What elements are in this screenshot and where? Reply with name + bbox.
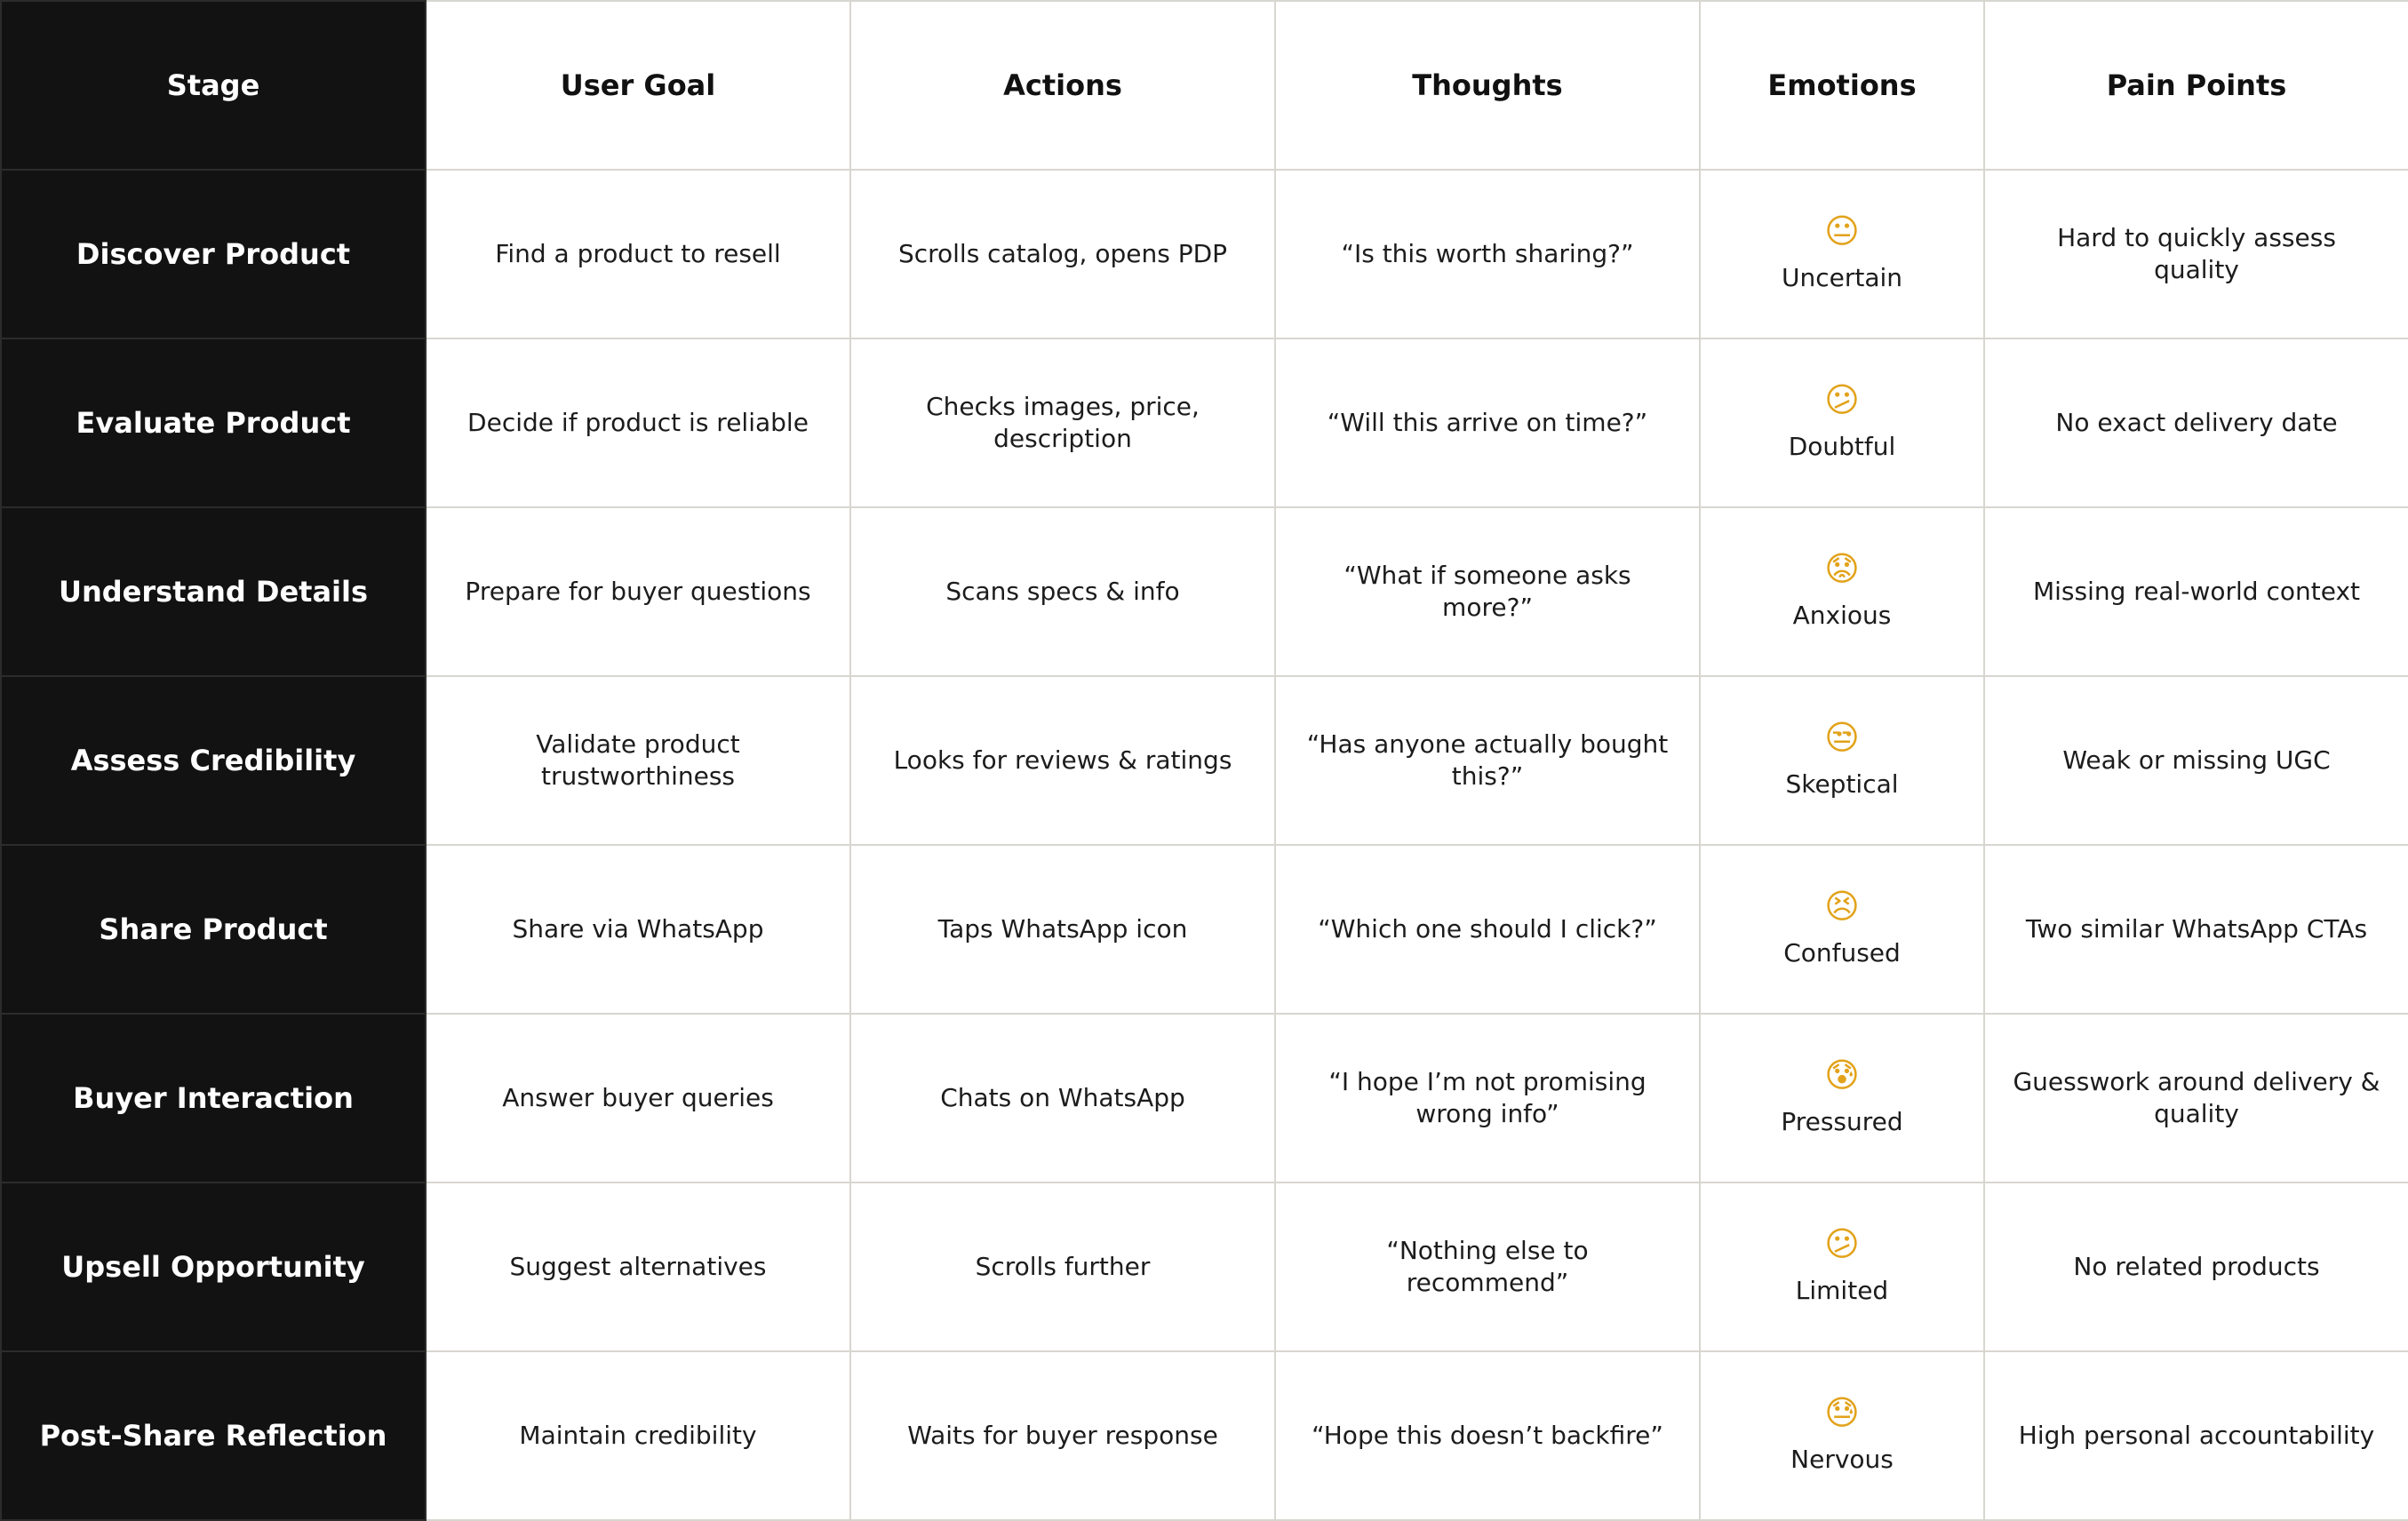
confused-face-icon: 😕	[1824, 379, 1860, 419]
actions-cell: Looks for reviews & ratings	[850, 676, 1275, 845]
stage-cell: Assess Credibility	[1, 676, 426, 845]
emotion-label: Anxious	[1792, 600, 1892, 630]
pain-point-cell: No related products	[1984, 1183, 2408, 1351]
header-actions: Actions	[850, 1, 1275, 170]
emotions-cell	[1700, 338, 1984, 507]
stage-cell: Understand Details	[1, 507, 426, 676]
thoughts-cell: “Hope this doesn’t backfire”	[1275, 1351, 1700, 1520]
thoughts-cell: “Which one should I click?”	[1275, 845, 1700, 1014]
stage-cell: Post-Share Reflection	[1, 1351, 426, 1520]
header-user-goal: User Goal	[426, 1, 850, 170]
stage-cell: Upsell Opportunity	[1, 1183, 426, 1351]
pain-point-cell: Hard to quickly assess quality	[1984, 170, 2408, 338]
emotion-label: Limited	[1795, 1275, 1889, 1305]
header-thoughts: Thoughts	[1275, 1, 1700, 170]
user-goal-cell: Suggest alternatives	[426, 1183, 850, 1351]
emotion-label: Uncertain	[1781, 262, 1903, 292]
emotions-cell	[1700, 845, 1984, 1014]
emotions-cell	[1700, 170, 1984, 338]
emotion-label: Doubtful	[1788, 431, 1896, 461]
downcast-sweat-face-icon: 😓	[1824, 1392, 1860, 1432]
thoughts-cell: “Is this worth sharing?”	[1275, 170, 1700, 338]
user-goal-cell: Find a product to resell	[426, 170, 850, 338]
actions-cell: Checks images, price, description	[850, 338, 1275, 507]
pain-point-cell: Weak or missing UGC	[1984, 676, 2408, 845]
header-pain-points: Pain Points	[1984, 1, 2408, 170]
header-emotions: Emotions	[1700, 1, 1984, 170]
emotion-label: Nervous	[1790, 1444, 1894, 1474]
table-row	[1, 676, 2408, 845]
emotion-label: Confused	[1783, 937, 1901, 968]
user-goal-cell: Maintain credibility	[426, 1351, 850, 1520]
user-goal-cell: Decide if product is reliable	[426, 338, 850, 507]
table-row	[1, 507, 2408, 676]
thoughts-cell: “What if someone asks more?”	[1275, 507, 1700, 676]
emotions-cell	[1700, 1014, 1984, 1183]
table-row	[1, 170, 2408, 338]
thoughts-cell: “Has anyone actually bought this?”	[1275, 676, 1700, 845]
emotion-label: Pressured	[1781, 1106, 1903, 1136]
actions-cell: Scans specs & info	[850, 507, 1275, 676]
persevering-face-icon: 😣	[1824, 886, 1860, 926]
pain-point-cell: High personal accountability	[1984, 1351, 2408, 1520]
stage-cell: Evaluate Product	[1, 338, 426, 507]
actions-cell: Scrolls catalog, opens PDP	[850, 170, 1275, 338]
actions-cell: Waits for buyer response	[850, 1351, 1275, 1520]
table-header	[1, 1, 2408, 170]
user-goal-cell: Prepare for buyer questions	[426, 507, 850, 676]
worried-face-icon: 😟	[1824, 548, 1860, 588]
thoughts-cell: “Nothing else to recommend”	[1275, 1183, 1700, 1351]
actions-cell: Taps WhatsApp icon	[850, 845, 1275, 1014]
thoughts-cell: “Will this arrive on time?”	[1275, 338, 1700, 507]
header-row	[1, 1, 2408, 170]
actions-cell: Scrolls further	[850, 1183, 1275, 1351]
emotions-cell	[1700, 507, 1984, 676]
anxious-sweat-face-icon: 😰	[1824, 1055, 1860, 1095]
emotion-label: Skeptical	[1785, 768, 1899, 799]
emotions-cell	[1700, 1183, 1984, 1351]
table-row	[1, 1014, 2408, 1183]
table-row	[1, 338, 2408, 507]
table-row	[1, 1351, 2408, 1520]
header-stage: Stage	[1, 1, 426, 170]
stage-cell: Discover Product	[1, 170, 426, 338]
confused-face-icon: 😕	[1824, 1223, 1860, 1263]
table-body	[1, 170, 2408, 1520]
actions-cell: Chats on WhatsApp	[850, 1014, 1275, 1183]
emotions-cell	[1700, 676, 1984, 845]
table-row	[1, 845, 2408, 1014]
pain-point-cell: Missing real-world context	[1984, 507, 2408, 676]
table-row	[1, 1183, 2408, 1351]
thoughts-cell: “I hope I’m not promising wrong info”	[1275, 1014, 1700, 1183]
pain-point-cell: Guesswork around delivery & quality	[1984, 1014, 2408, 1183]
emotions-cell	[1700, 1351, 1984, 1520]
pain-point-cell: Two similar WhatsApp CTAs	[1984, 845, 2408, 1014]
unamused-face-icon: 😒	[1824, 717, 1860, 757]
user-goal-cell: Share via WhatsApp	[426, 845, 850, 1014]
user-goal-cell: Validate product trustworthiness	[426, 676, 850, 845]
neutral-face-icon: 😐	[1824, 211, 1860, 251]
pain-point-cell: No exact delivery date	[1984, 338, 2408, 507]
user-goal-cell: Answer buyer queries	[426, 1014, 850, 1183]
stage-cell: Buyer Interaction	[1, 1014, 426, 1183]
stage-cell: Share Product	[1, 845, 426, 1014]
